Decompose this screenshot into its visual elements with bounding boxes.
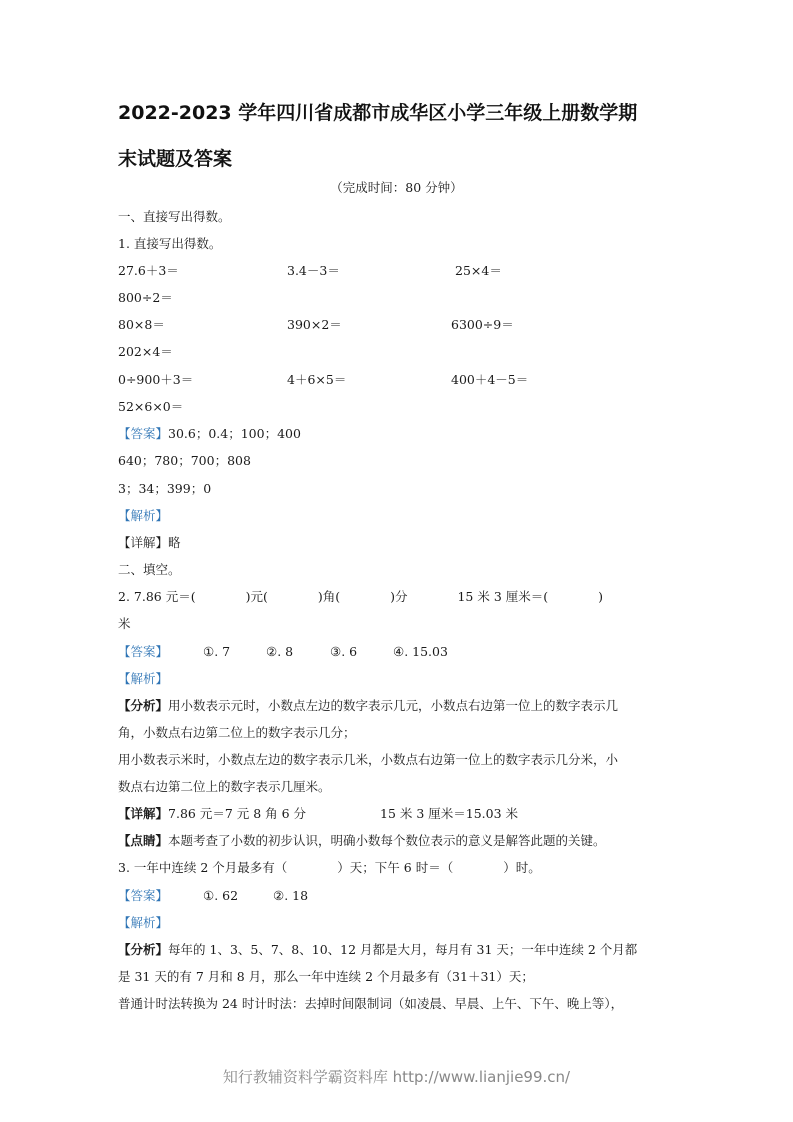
q3-analysis-tag: 【解析】 [118, 915, 169, 930]
q3-answer-tag: 【答案】 [118, 888, 169, 903]
q1-item-4: 800÷2＝ [118, 290, 173, 305]
q1-answer-line-2: 640；780；700；808 [118, 453, 251, 468]
q2-answer-3: ③. 6 [330, 644, 358, 659]
q2-fenxi-2: 角，小数点右边第二位上的数字表示几分； [118, 725, 356, 740]
q3-answer-1: ①. 62 [203, 888, 239, 903]
document-title-line-1: 2022-2023 学年四川省成都市成华区小学三年级上册数学期 [118, 102, 638, 124]
q3-fenxi-3: 普通计时法转换为 24 时计时法：去掉时间限制词（如凌晨、早晨、上午、下午、晚上等）， [118, 996, 624, 1011]
answer-text: 30.6；0.4；100；400 [168, 426, 301, 441]
section-2-heading: 二、填空。 [118, 562, 181, 577]
fenxi-text: 每年的 1、3、5、7、8、10、12 月都是大月，每月有 31 天；一年中连续 2 个月都 [168, 942, 638, 957]
q1-item-11: 400＋4－5＝ [451, 372, 529, 387]
section-1-heading: 一、直接写出得数。 [118, 209, 231, 224]
q1-item-7: 6300÷9＝ [451, 317, 514, 332]
answer-tag: 【答案】 [118, 426, 169, 441]
q2-answer-4: ④. 15.03 [393, 644, 448, 659]
detail-text-a: 7.86 元＝7 元 8 角 6 分 [168, 806, 307, 821]
q2-dianjing [118, 833, 606, 849]
q2-fenxi-4: 数点右边第二位上的数字表示几厘米。 [118, 779, 331, 794]
detail-tag: 【详解】 [118, 806, 169, 821]
q1-item-1: 27.6＋3＝ [118, 263, 179, 278]
q1-detail [118, 535, 181, 551]
q1-item-12: 52×6×0＝ [118, 399, 184, 414]
dianjing-text: 本题考查了小数的初步认识，明确小数每个数位表示的意义是解答此题的关键。 [168, 833, 606, 848]
dianjing-tag: 【点睛】 [118, 833, 169, 848]
q1-item-6: 390×2＝ [287, 317, 342, 332]
footer-watermark: 知行教辅资料学霸资料库 http://www.lianjie99.cn/ [222, 1068, 571, 1086]
detail-text: 略 [168, 535, 181, 550]
q1-item-2: 3.4－3＝ [287, 263, 340, 278]
time-note: （完成时间：80 分钟） [330, 180, 463, 195]
document-title-line-2: 末试题及答案 [118, 148, 233, 170]
question-2-line-2: 米 [118, 616, 131, 631]
fenxi-text: 用小数表示元时，小数点左边的数字表示几元，小数点右边第一位上的数字表示几 [168, 698, 619, 713]
q2-answer-tag: 【答案】 [118, 644, 169, 659]
q2-detail-b: 15 米 3 厘米＝15.03 米 [380, 806, 519, 821]
q3-fenxi-1 [118, 942, 637, 958]
q1-item-3: 25×4＝ [455, 263, 502, 278]
q1-analysis-tag: 【解析】 [118, 508, 169, 523]
q3-fenxi-2: 是 31 天的有 7 月和 8 月，那么一年中连续 2 个月最多有（31＋31）天； [118, 969, 534, 984]
q2-detail [118, 806, 306, 822]
q1-answer [118, 426, 301, 442]
q2-fenxi-1 [118, 698, 618, 714]
q2-fenxi-3: 用小数表示米时，小数点左边的数字表示几米，小数点右边第一位上的数字表示几分米，小 [118, 752, 619, 767]
question-3-line: 3. 一年中连续 2 个月最多有（ ）天；下午 6 时＝（ ）时。 [118, 860, 541, 875]
fenxi-tag: 【分析】 [118, 698, 169, 713]
question-2-line-1: 2. 7.86 元＝( )元( )角( )分 15 米 3 厘米＝( ) [118, 589, 603, 604]
q1-item-10: 4＋6×5＝ [287, 372, 347, 387]
q3-answer-2: ②. 18 [273, 888, 309, 903]
q1-answer-line-3: 3；34；399；0 [118, 481, 212, 496]
q2-analysis-tag: 【解析】 [118, 671, 169, 686]
q1-item-8: 202×4＝ [118, 344, 173, 359]
q1-item-9: 0÷900＋3＝ [118, 372, 194, 387]
fenxi-tag: 【分析】 [118, 942, 169, 957]
question-1-label: 1. 直接写出得数。 [118, 236, 222, 251]
q2-answer-2: ②. 8 [266, 644, 294, 659]
detail-tag: 【详解】 [118, 535, 169, 550]
q2-answer-1: ①. 7 [203, 644, 231, 659]
q1-item-5: 80×8＝ [118, 317, 165, 332]
